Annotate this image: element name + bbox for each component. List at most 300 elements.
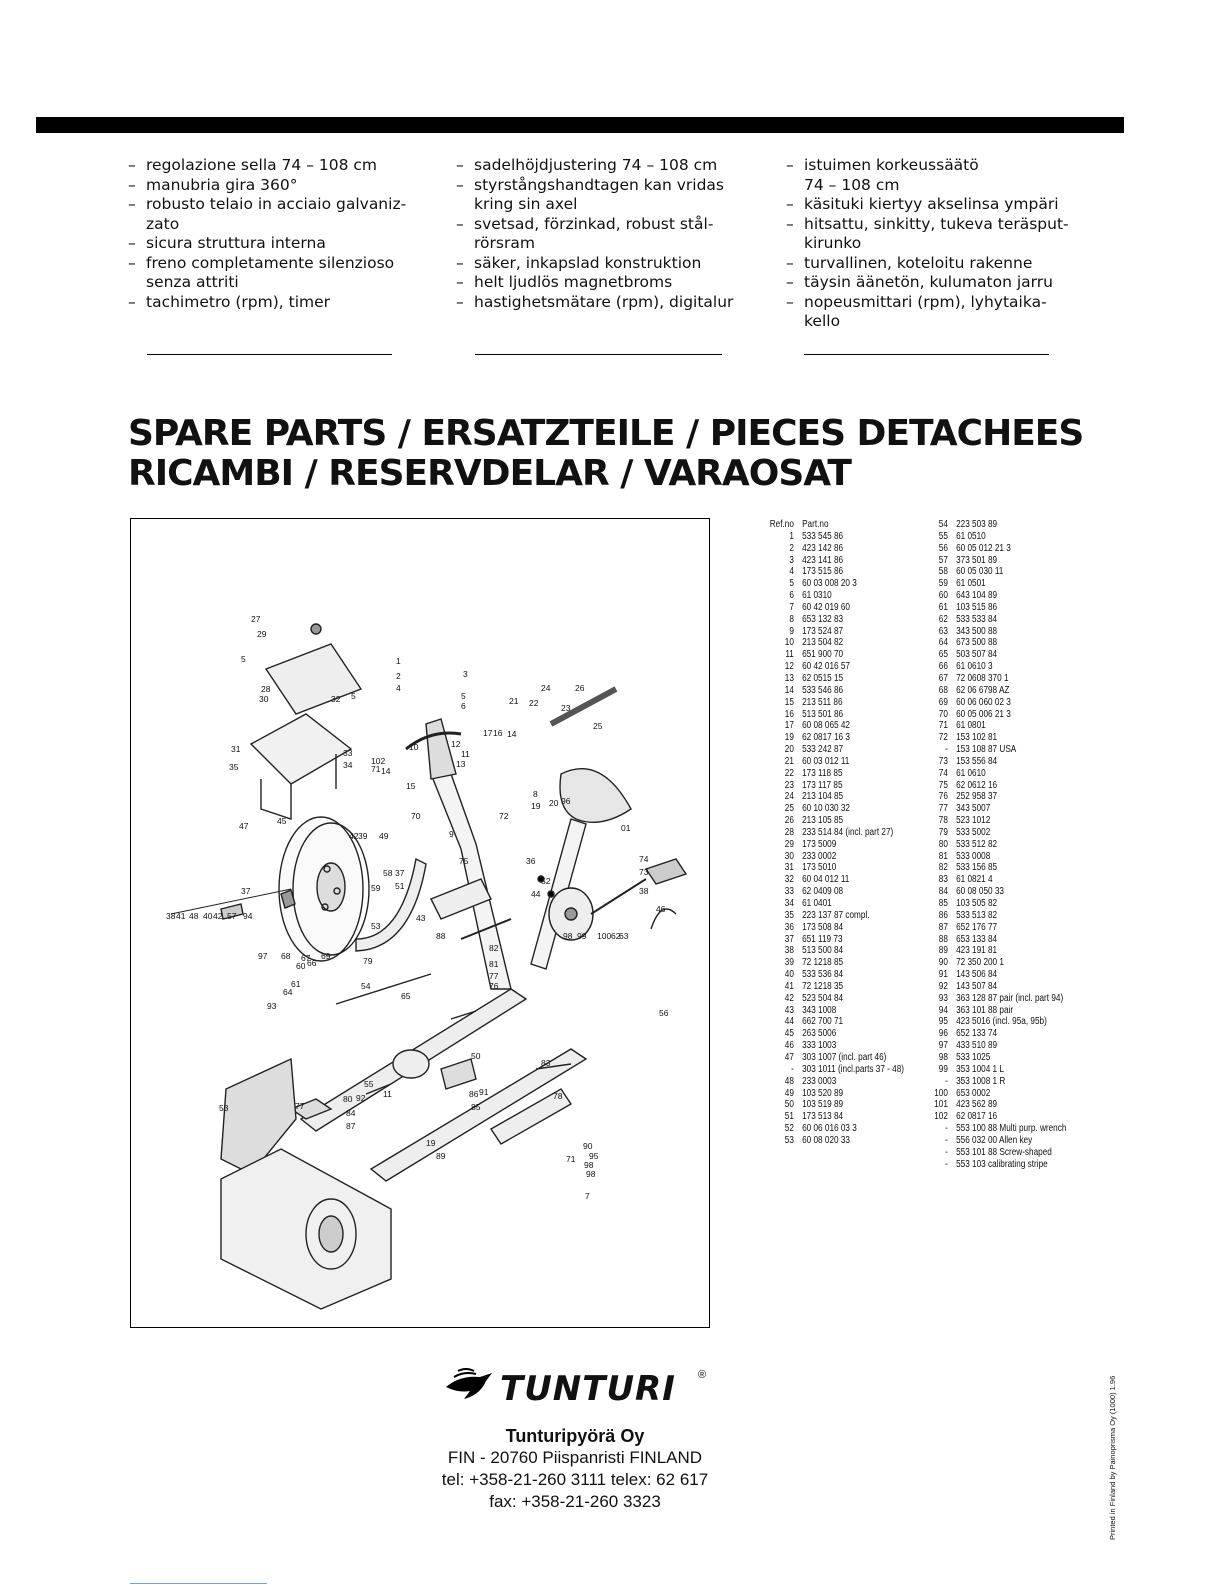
- ref-number: 78: [938, 815, 948, 827]
- ref-number: 45: [784, 1028, 794, 1040]
- diagram-callout: 35: [229, 762, 239, 772]
- parts-row: [920, 945, 1066, 957]
- part-number: 61 0610: [956, 767, 986, 779]
- diagram-callout: 73: [639, 867, 649, 877]
- part-number: 62 0612 16: [956, 779, 998, 791]
- parts-row: [766, 981, 904, 993]
- diagram-callout: 38: [639, 886, 649, 896]
- ref-number: 95: [938, 1016, 948, 1028]
- diagram-callout: 84: [346, 1108, 356, 1118]
- part-number: 533 156 85: [956, 862, 998, 874]
- parts-row: [766, 957, 904, 969]
- part-number: 60 04 012 11: [802, 874, 850, 886]
- diagram-callout: 21: [509, 696, 519, 706]
- ref-number: 21: [784, 755, 794, 767]
- diagram-callout: 48: [189, 911, 199, 921]
- diagram-callout: 25: [593, 721, 603, 731]
- diagram-callout: 38: [166, 911, 176, 921]
- part-number: 433 510 89: [956, 1040, 998, 1052]
- diagram-callout: 17: [483, 728, 493, 738]
- parts-row: [766, 851, 904, 863]
- ref-number: 7: [789, 601, 794, 613]
- feature-item: – käsituki kiertyy akselinsa ympäri: [786, 195, 1086, 215]
- part-number: 213 504 82: [802, 637, 844, 649]
- ref-number: 51: [784, 1111, 794, 1123]
- ref-number: 76: [938, 791, 948, 803]
- diagram-callout: 99: [577, 931, 587, 941]
- ref-number: 85: [938, 898, 948, 909]
- parts-row: [766, 697, 904, 709]
- part-number: 223 137 87 compl.: [802, 909, 870, 921]
- diagram-callout: 45: [277, 816, 287, 826]
- diagram-callout: 29: [257, 629, 267, 639]
- feature-item: – sicura struttura interna: [128, 234, 428, 254]
- parts-row: [766, 1064, 904, 1076]
- part-number: 173 524 87: [802, 625, 844, 637]
- part-number: 62 0409 08: [802, 886, 844, 898]
- diagram-callout: 36: [526, 856, 536, 866]
- diagram-callout: 49: [379, 831, 389, 841]
- ref-number: 66: [938, 661, 948, 673]
- ref-number: 4: [789, 566, 794, 578]
- part-number: 61 0821 4: [956, 874, 993, 886]
- diagram-callout: 15: [406, 781, 416, 791]
- ref-number: 102: [934, 1111, 948, 1123]
- company-name: Tunturipyörä Oy: [505, 1426, 645, 1446]
- diagram-callout: 56: [659, 1008, 669, 1018]
- diagram-callout: 2: [396, 671, 401, 681]
- diagram-callout: 24: [541, 683, 551, 693]
- diagram-callout: 92: [356, 1093, 366, 1103]
- part-number: 662 700 71: [802, 1016, 844, 1028]
- diagram-callout: 14: [507, 729, 517, 739]
- parts-row: [766, 1052, 904, 1064]
- ref-number: 90: [938, 957, 948, 969]
- parts-row: [920, 756, 1066, 768]
- parts-row: [766, 566, 904, 578]
- ref-number: 29: [784, 838, 794, 850]
- part-number: 173 515 86: [802, 566, 844, 578]
- ref-number: 80: [938, 838, 948, 850]
- feature-item: – hitsattu, sinkitty, tukeva teräsput- kirunko: [786, 215, 1086, 254]
- feature-item: – nopeusmittari (rpm), lyhytaika- kello: [786, 293, 1086, 332]
- diagram-callout: 89: [436, 1151, 446, 1161]
- parts-row: [766, 780, 904, 792]
- parts-row: [766, 874, 904, 886]
- feature-item: – hastighetsmätare (rpm), digitalur: [456, 293, 756, 313]
- feature-item: – manubria gira 360°: [128, 176, 428, 196]
- part-number: 60 06 016 03 3: [802, 1123, 857, 1135]
- parts-row: [766, 637, 904, 649]
- part-number: 213 104 85: [802, 791, 844, 803]
- parts-row: [766, 555, 904, 567]
- parts-row: [920, 1099, 1066, 1111]
- parts-header: [766, 519, 904, 531]
- parts-row: [920, 1159, 1066, 1171]
- ref-number: 31: [784, 862, 794, 874]
- diagram-callout: 14: [381, 766, 391, 776]
- part-number: 143 507 84: [956, 980, 998, 992]
- diagram-callout: 64: [283, 987, 293, 997]
- diagram-callout: 32: [331, 694, 341, 704]
- part-number: 173 508 84: [802, 921, 844, 933]
- parts-row: [766, 685, 904, 697]
- part-number: 533 5002: [956, 826, 991, 838]
- diagram-callout: 13: [456, 759, 466, 769]
- ref-number: 44: [784, 1016, 794, 1028]
- diagram-callout: 57: [227, 911, 237, 921]
- ref-number: 2: [789, 542, 794, 554]
- part-number: 533 546 86: [802, 684, 844, 696]
- ref-number: 64: [938, 637, 948, 649]
- parts-row: [766, 732, 904, 744]
- parts-row: [766, 910, 904, 922]
- part-number: 263 5006: [802, 1028, 837, 1040]
- part-number: 533 512 82: [956, 838, 998, 850]
- parts-row: [766, 661, 904, 673]
- diagram-callout: 34: [343, 760, 353, 770]
- parts-row: [766, 543, 904, 555]
- parts-row: [766, 969, 904, 981]
- part-number: 173 513 84: [802, 1111, 844, 1123]
- parts-row: [920, 602, 1066, 614]
- diagram-callout: 5: [351, 691, 356, 701]
- ref-number: 61: [938, 601, 948, 613]
- ref-number: 41: [784, 980, 794, 992]
- part-number: 652 176 77: [956, 921, 998, 933]
- part-number: 62 06 6798 AZ: [956, 684, 1010, 696]
- part-number: 533 0008: [956, 850, 991, 862]
- ref-number: 98: [938, 1051, 948, 1063]
- diagram-callout: 100: [597, 931, 612, 941]
- part-number: 60 05 012 21 3: [956, 542, 1011, 554]
- part-number: 233 0002: [802, 850, 837, 862]
- diagram-callout: 82: [489, 943, 499, 953]
- parts-row: [920, 1076, 1066, 1088]
- ref-number: 57: [938, 554, 948, 566]
- diagram-callout: 22: [529, 698, 539, 708]
- parts-row: [920, 815, 1066, 827]
- parts-row: [920, 531, 1066, 543]
- parts-row: [766, 602, 904, 614]
- parts-row: [920, 637, 1066, 649]
- ref-number: 19: [784, 732, 794, 744]
- diagram-callout: 71: [566, 1154, 576, 1164]
- part-number: 233 0003: [802, 1075, 837, 1087]
- diagram-callout: 42: [349, 831, 359, 841]
- link-underline: [130, 1583, 267, 1584]
- parts-row: [920, 922, 1066, 934]
- diagram-callout: 5: [241, 654, 246, 664]
- ref-number: 25: [784, 803, 794, 815]
- ref-number: -: [945, 1075, 948, 1087]
- part-number: 423 191 81: [956, 945, 998, 957]
- ref-number: 37: [784, 933, 794, 945]
- ref-number: 67: [938, 672, 948, 684]
- parts-row: [920, 590, 1066, 602]
- diagram-callout: 67: [301, 953, 311, 963]
- diagram-callout: 33: [343, 748, 353, 758]
- ref-number: 58: [938, 566, 948, 578]
- diagram-callout: 4: [396, 683, 401, 693]
- part-number: 343 5007: [956, 803, 991, 815]
- diagram-callout: 71: [371, 764, 381, 774]
- ref-number: 22: [784, 767, 794, 779]
- ref-number: 54: [938, 519, 948, 530]
- parts-row: [920, 661, 1066, 673]
- part-number: 62 0817 16 3: [802, 732, 850, 744]
- part-number: 173 118 85: [802, 767, 843, 779]
- part-number: 303 1007 (incl. part 46): [802, 1051, 887, 1063]
- part-number: 343 500 88: [956, 625, 998, 637]
- diagram-callout: 23: [561, 703, 571, 713]
- parts-row: [766, 649, 904, 661]
- diagram-callout: 39: [358, 831, 368, 841]
- feature-item: – robusto telaio in acciaio galvaniz- zato: [128, 195, 428, 234]
- part-number: 173 5010: [802, 862, 837, 874]
- part-number: 423 5016 (incl. 95a, 95b): [956, 1016, 1047, 1028]
- parts-row: [920, 1040, 1066, 1052]
- diagram-callout: 98: [563, 931, 573, 941]
- part-number: 252 958 37: [956, 791, 998, 803]
- diagram-callout: 8: [533, 789, 538, 799]
- part-number: 60 05 006 21 3: [956, 708, 1011, 720]
- features-swedish: [456, 156, 756, 312]
- ref-number: 20: [784, 744, 794, 756]
- parts-row: [766, 898, 904, 910]
- ref-number: 81: [938, 850, 948, 862]
- parts-row: [766, 626, 904, 638]
- parts-row: [766, 827, 904, 839]
- diagram-callout: 65: [401, 991, 411, 1001]
- ref-number: 100: [934, 1087, 948, 1099]
- parts-row: [920, 543, 1066, 555]
- bird-logo-icon: [440, 1365, 495, 1410]
- part-number: 61 0510: [956, 530, 986, 542]
- parts-row: [766, 720, 904, 732]
- diagram-callout: 80: [343, 1094, 353, 1104]
- diagram-callout: 19: [531, 801, 541, 811]
- ref-number: -: [945, 744, 948, 756]
- divider: [804, 354, 1049, 355]
- part-number: 72 1218 35: [802, 980, 844, 992]
- ref-number: 47: [784, 1051, 794, 1063]
- part-number: 652 133 74: [956, 1028, 998, 1040]
- diagram-callout: 01: [621, 823, 631, 833]
- ref-number: 97: [938, 1040, 948, 1052]
- diagram-callout: 86: [469, 1089, 479, 1099]
- part-number: 643 104 89: [956, 590, 998, 602]
- diagram-callout: 16: [493, 728, 503, 738]
- part-number: 103 515 86: [956, 601, 998, 613]
- part-number: 653 133 84: [956, 933, 998, 945]
- diagram-callout: 61: [291, 979, 301, 989]
- parts-row: [920, 555, 1066, 567]
- parts-row: [766, 1028, 904, 1040]
- parts-row: [766, 756, 904, 768]
- part-number: 72 1218 85: [802, 957, 844, 969]
- brand-name: TUNTURI: [500, 1369, 676, 1409]
- parts-row: [920, 1005, 1066, 1017]
- ref-number: 40: [784, 969, 794, 981]
- part-header: Part.no: [802, 519, 829, 530]
- parts-row: [766, 709, 904, 721]
- ref-number: 93: [938, 992, 948, 1004]
- diagram-callout: 60: [296, 961, 306, 971]
- ref-number: 24: [784, 791, 794, 803]
- parts-row: [920, 1028, 1066, 1040]
- part-number: 553 100 88 Multi purp. wrench: [956, 1123, 1067, 1135]
- part-number: 60 10 030 32: [802, 803, 850, 815]
- part-number: 533 545 86: [802, 530, 844, 542]
- part-number: 303 1011 (incl.parts 37 - 48): [802, 1063, 905, 1075]
- parts-row: [766, 1076, 904, 1088]
- parts-row: [920, 720, 1066, 732]
- parts-row: [766, 1111, 904, 1123]
- diagram-callout: 6: [461, 701, 466, 711]
- ref-number: 13: [784, 672, 794, 684]
- part-number: 553 101 88 Screw-shaped: [956, 1146, 1052, 1158]
- parts-row: [920, 839, 1066, 851]
- parts-row: [766, 673, 904, 685]
- diagram-callout: 97: [258, 951, 268, 961]
- diagram-callout: 12: [451, 739, 461, 749]
- parts-row: [920, 744, 1066, 756]
- parts-row: [920, 732, 1066, 744]
- diagram-callout: 10: [409, 742, 419, 752]
- parts-row: [766, 922, 904, 934]
- diagram-callout: 98: [584, 1160, 594, 1170]
- feature-item: – svetsad, förzinkad, robust stål- rörsram: [456, 215, 756, 254]
- part-number: 60 42 019 60: [802, 601, 850, 613]
- parts-row: [766, 1040, 904, 1052]
- parts-row: [920, 851, 1066, 863]
- ref-number: 17: [784, 720, 794, 732]
- ref-number: 55: [938, 530, 948, 542]
- parts-row: [766, 945, 904, 957]
- part-number: 653 0002: [956, 1087, 991, 1099]
- parts-row: [920, 1123, 1066, 1135]
- ref-number: -: [945, 1146, 948, 1158]
- parts-row: [920, 862, 1066, 874]
- feature-item: – turvallinen, koteloitu rakenne: [786, 254, 1086, 274]
- ref-number: 79: [938, 826, 948, 838]
- parts-row: [766, 1005, 904, 1017]
- feature-item: – helt ljudlös magnetbroms: [456, 273, 756, 293]
- ref-number: 99: [938, 1063, 948, 1075]
- diagram-callout: 75: [459, 856, 469, 866]
- feature-item: – täysin äänetön, kulumaton jarru: [786, 273, 1086, 293]
- diagram-callout: 59: [371, 883, 381, 893]
- ref-number: 63: [938, 625, 948, 637]
- ref-number: -: [945, 1134, 948, 1146]
- part-number: 533 1025: [956, 1051, 991, 1063]
- parts-list-right: [920, 519, 1066, 1170]
- diagram-callout: 7: [585, 1191, 590, 1201]
- part-number: 651 900 70: [802, 649, 844, 661]
- ref-number: 30: [784, 850, 794, 862]
- diagram-callout: 43: [416, 913, 426, 923]
- diagram-callout: 19: [426, 1138, 436, 1148]
- ref-number: 49: [784, 1087, 794, 1099]
- ref-number: -: [945, 1158, 948, 1170]
- exploded-parts-diagram: [130, 518, 710, 1328]
- page-title: [128, 414, 1083, 494]
- divider: [147, 354, 392, 355]
- ref-number: 73: [938, 755, 948, 767]
- parts-row: [920, 874, 1066, 886]
- printed-note: Printed in Finland by Painoprisma Oy (1000) 1.96: [1108, 1375, 1117, 1540]
- part-number: 60 03 012 11: [802, 755, 850, 767]
- part-number: 353 1008 1 R: [956, 1075, 1006, 1087]
- ref-number: 33: [784, 886, 794, 898]
- company-tel: tel: +358-21-260 3111 telex: 62 617: [441, 1470, 709, 1489]
- parts-row: [920, 709, 1066, 721]
- divider: [475, 354, 722, 355]
- ref-number: 91: [938, 969, 948, 981]
- diagram-callout: 79: [363, 956, 373, 966]
- diagram-callout: 28: [261, 684, 271, 694]
- diagram-callout: 27: [251, 614, 261, 624]
- part-number: 103 520 89: [802, 1087, 844, 1099]
- registered-mark: ®: [698, 1369, 707, 1381]
- ref-number: 77: [938, 803, 948, 815]
- ref-number: 69: [938, 696, 948, 708]
- diagram-callout: 50: [471, 1051, 481, 1061]
- ref-number: 36: [784, 921, 794, 933]
- diagram-callout: 26: [575, 683, 585, 693]
- ref-number: 88: [938, 933, 948, 945]
- features-finnish: [786, 156, 1086, 332]
- part-number: 373 501 89: [956, 554, 998, 566]
- ref-number: 68: [938, 684, 948, 696]
- parts-row: [766, 886, 904, 898]
- ref-number: 39: [784, 957, 794, 969]
- diagram-callout: 83: [541, 1058, 551, 1068]
- ref-number: 10: [784, 637, 794, 649]
- ref-number: 38: [784, 945, 794, 957]
- part-number: 651 119 73: [802, 933, 843, 945]
- ref-number: 28: [784, 826, 794, 838]
- parts-row: [766, 791, 904, 803]
- part-number: 673 500 88: [956, 637, 998, 649]
- parts-row: [920, 791, 1066, 803]
- company-street: FIN - 20760 Piispanristi FINLAND: [447, 1448, 703, 1467]
- part-number: 653 132 83: [802, 613, 844, 625]
- diagram-callout: 11: [461, 749, 470, 759]
- header-bar: [36, 117, 1124, 133]
- parts-row: [920, 1088, 1066, 1100]
- parts-row: [920, 827, 1066, 839]
- parts-row: [766, 993, 904, 1005]
- ref-number: 3: [789, 554, 794, 566]
- part-number: 423 141 86: [802, 554, 844, 566]
- diagram-callout: 53: [371, 921, 381, 931]
- part-number: 173 5009: [802, 838, 837, 850]
- diagram-callout: 88: [436, 931, 446, 941]
- diagram-callout: 3: [463, 669, 468, 679]
- part-number: 223 503 89: [956, 519, 998, 530]
- parts-row: [920, 803, 1066, 815]
- parts-row: [920, 898, 1066, 910]
- diagram-callout: 20: [549, 798, 559, 808]
- ref-number: 12: [784, 661, 794, 673]
- part-number: 363 101 88 pair: [956, 1004, 1014, 1016]
- feature-item: – styrstångshandtagen kan vridas kring sin axel: [456, 176, 756, 215]
- parts-row: [766, 1016, 904, 1028]
- parts-row: [766, 1099, 904, 1111]
- tunturi-logo: [440, 1365, 720, 1410]
